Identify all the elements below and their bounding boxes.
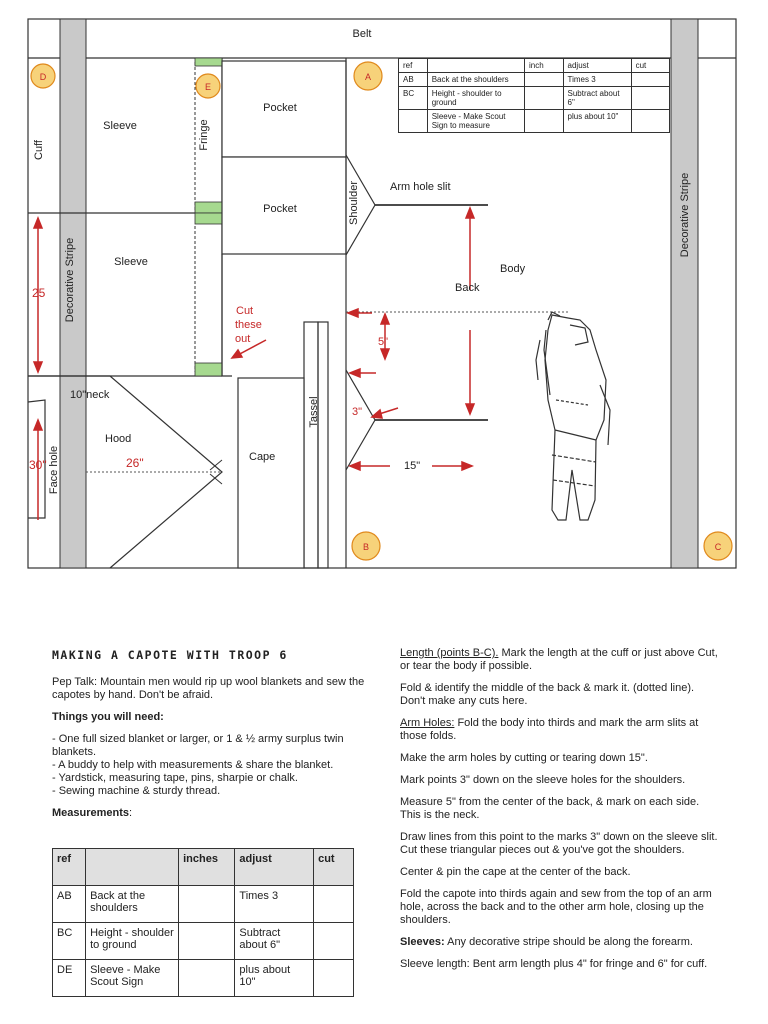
svg-text:E: E bbox=[204, 82, 212, 92]
table-row bbox=[53, 886, 354, 923]
list-item: - Sewing machine & sturdy thread. bbox=[52, 785, 221, 797]
sleeve-label-top: Sleeve bbox=[103, 120, 137, 132]
make-holes-instruction: Make the arm holes by cutting or tearing down 15". bbox=[400, 752, 648, 764]
table-cell: AB bbox=[399, 73, 428, 87]
fringe-marker bbox=[195, 202, 222, 213]
cut-label: Cut bbox=[236, 305, 254, 317]
measurements-table bbox=[52, 848, 354, 997]
table-header-cell: cut bbox=[314, 849, 354, 886]
dim-5-label: 5" bbox=[378, 336, 389, 348]
marker-d bbox=[31, 64, 55, 88]
list-item: - One full sized blanket or larger, or 1 & ½ army surplus twin blankets. bbox=[52, 733, 344, 758]
cut-label: these bbox=[235, 319, 262, 331]
left-column bbox=[52, 676, 370, 829]
neck-label: 10"neck bbox=[70, 389, 110, 401]
sleeve-label-bottom: Sleeve bbox=[114, 256, 148, 268]
table-cell bbox=[631, 73, 669, 87]
table-header-cell: adjust bbox=[235, 849, 314, 886]
table-row bbox=[399, 73, 670, 87]
svg-text:C: C bbox=[714, 542, 722, 552]
dim-3-label: 3" bbox=[352, 406, 363, 418]
table-cell: Subtract about 6" bbox=[235, 923, 314, 960]
table-row bbox=[53, 960, 354, 997]
table-header-cell bbox=[86, 849, 179, 886]
table-row bbox=[399, 87, 670, 110]
svg-text:B: B bbox=[362, 542, 370, 552]
arm-hole-slit-label: Arm hole slit bbox=[390, 181, 451, 193]
marker-c bbox=[704, 532, 732, 560]
svg-text:A: A bbox=[364, 72, 372, 82]
table-cell: DE bbox=[53, 960, 86, 997]
table-row bbox=[53, 923, 354, 960]
decorative-stripe-label-right: Decorative Stripe bbox=[679, 172, 691, 258]
table-cell: Times 3 bbox=[563, 73, 631, 87]
diagram-measurement-table bbox=[398, 58, 670, 133]
things-needed-list bbox=[52, 733, 370, 798]
fold-sew-instruction: Fold the capote into thirds again and sew from the top of an arm hole, across the back and to the other arm hole, closing up the shoulders. bbox=[400, 888, 712, 926]
belt-label: Belt bbox=[352, 28, 372, 40]
mark-points-instruction: Mark points 3" down on the sleeve holes for the shoulders. bbox=[400, 774, 686, 786]
list-item: - A buddy to help with measurements & share the blanket. bbox=[52, 759, 334, 771]
fold-instruction: Fold & identify the middle of the back & mark it. (dotted line). Don't make any cuts here. bbox=[400, 682, 695, 707]
tassel-label: Tassel bbox=[308, 396, 320, 428]
fringe-marker bbox=[195, 213, 222, 224]
table-cell: Height - shoulder to ground bbox=[427, 87, 524, 110]
table-cell bbox=[179, 886, 235, 923]
dim-30-label: 30" bbox=[29, 458, 47, 472]
shoulder-label: Shoulder bbox=[348, 180, 360, 226]
measurements-heading: Measurements: bbox=[52, 807, 133, 819]
table-cell: BC bbox=[399, 87, 428, 110]
pep-talk: Pep Talk: Mountain men would rip up wool blankets and sew the capotes by hand. Don't be afraid. bbox=[52, 676, 365, 701]
dim-26-label: 26" bbox=[126, 456, 144, 470]
table-cell: Sleeve - Make Scout Sign to measure bbox=[427, 110, 524, 133]
things-needed-heading: Things you will need: bbox=[52, 711, 164, 723]
cuff-label: Cuff bbox=[33, 140, 45, 160]
table-header-row bbox=[399, 59, 670, 73]
table-cell bbox=[179, 923, 235, 960]
table-cell bbox=[314, 923, 354, 960]
table-cell bbox=[314, 886, 354, 923]
measure-neck-instruction: Measure 5" from the center of the back, & mark on each side. This is the neck. bbox=[400, 796, 700, 821]
table-cell: Times 3 bbox=[235, 886, 314, 923]
table-cell: AB bbox=[53, 886, 86, 923]
table-cell: Subtract about 6" bbox=[563, 87, 631, 110]
length-instruction: Length (points B-C). Mark the length at the cuff or just above Cut, or tear the body if possible. bbox=[400, 647, 718, 672]
arm-holes-instruction: Arm Holes: Fold the body into thirds and mark the arm slits at those folds. bbox=[400, 717, 699, 742]
table-cell bbox=[314, 960, 354, 997]
marker-a bbox=[354, 62, 382, 90]
list-item: - Yardstick, measuring tape, pins, sharpie or chalk. bbox=[52, 772, 298, 784]
table-cell: Height - shoulder to ground bbox=[86, 923, 179, 960]
pocket-label-top: Pocket bbox=[263, 102, 297, 114]
sleeve-length-instruction: Sleeve length: Bent arm length plus 4" for fringe and 6" for cuff. bbox=[400, 958, 708, 970]
table-cell: Sleeve - Make Scout Sign bbox=[86, 960, 179, 997]
table-header-row bbox=[53, 849, 354, 886]
table-cell bbox=[399, 110, 428, 133]
fringe-marker bbox=[195, 363, 222, 376]
hood-label: Hood bbox=[105, 433, 132, 445]
draw-lines-instruction: Draw lines from this point to the marks 3" down on the sleeve slit. Cut these triangular pieces out & you've got the shoulders. bbox=[400, 831, 718, 856]
svg-text:D: D bbox=[39, 72, 47, 82]
center-pin-instruction: Center & pin the cape at the center of the back. bbox=[400, 866, 631, 878]
cape-label: Cape bbox=[249, 451, 276, 463]
table-cell: plus about 10" bbox=[235, 960, 314, 997]
marker-e bbox=[196, 74, 220, 98]
document-title: MAKING A CAPOTE WITH TROOP 6 bbox=[52, 648, 288, 662]
table-cell: BC bbox=[53, 923, 86, 960]
table-header-cell bbox=[427, 59, 524, 73]
decorative-stripe-label-left: Decorative Stripe bbox=[64, 237, 76, 323]
dim-25-label: 25 bbox=[32, 286, 46, 300]
table-cell bbox=[179, 960, 235, 997]
dim-15-label: 15" bbox=[404, 460, 421, 472]
fringe-marker bbox=[195, 58, 222, 66]
table-cell bbox=[631, 87, 669, 110]
table-cell: Back at the shoulders bbox=[427, 73, 524, 87]
table-cell bbox=[525, 110, 564, 133]
marker-b bbox=[352, 532, 380, 560]
table-cell: plus about 10" bbox=[563, 110, 631, 133]
body-label: Body bbox=[500, 263, 526, 275]
table-header-cell: cut bbox=[631, 59, 669, 73]
cape-piece bbox=[238, 378, 304, 568]
face-hole-label: Face hole bbox=[48, 445, 60, 495]
table-header-cell: ref bbox=[399, 59, 428, 73]
fringe-label: Fringe bbox=[198, 119, 210, 151]
table-cell bbox=[525, 87, 564, 110]
table-row bbox=[399, 110, 670, 133]
right-column bbox=[400, 647, 722, 980]
sleeves-instruction: Sleeves: Any decorative stripe should be along the forearm. bbox=[400, 936, 693, 948]
decorative-stripe-right bbox=[671, 19, 698, 568]
table-header-cell: ref bbox=[53, 849, 86, 886]
pocket-label-bottom: Pocket bbox=[263, 203, 297, 215]
table-cell bbox=[525, 73, 564, 87]
cut-label: out bbox=[235, 333, 251, 345]
table-header-cell: inches bbox=[179, 849, 235, 886]
table-cell bbox=[631, 110, 669, 133]
table-header-cell: adjust bbox=[563, 59, 631, 73]
table-cell: Back at the shoulders bbox=[86, 886, 179, 923]
back-label: Back bbox=[455, 282, 480, 294]
table-header-cell: inch bbox=[525, 59, 564, 73]
